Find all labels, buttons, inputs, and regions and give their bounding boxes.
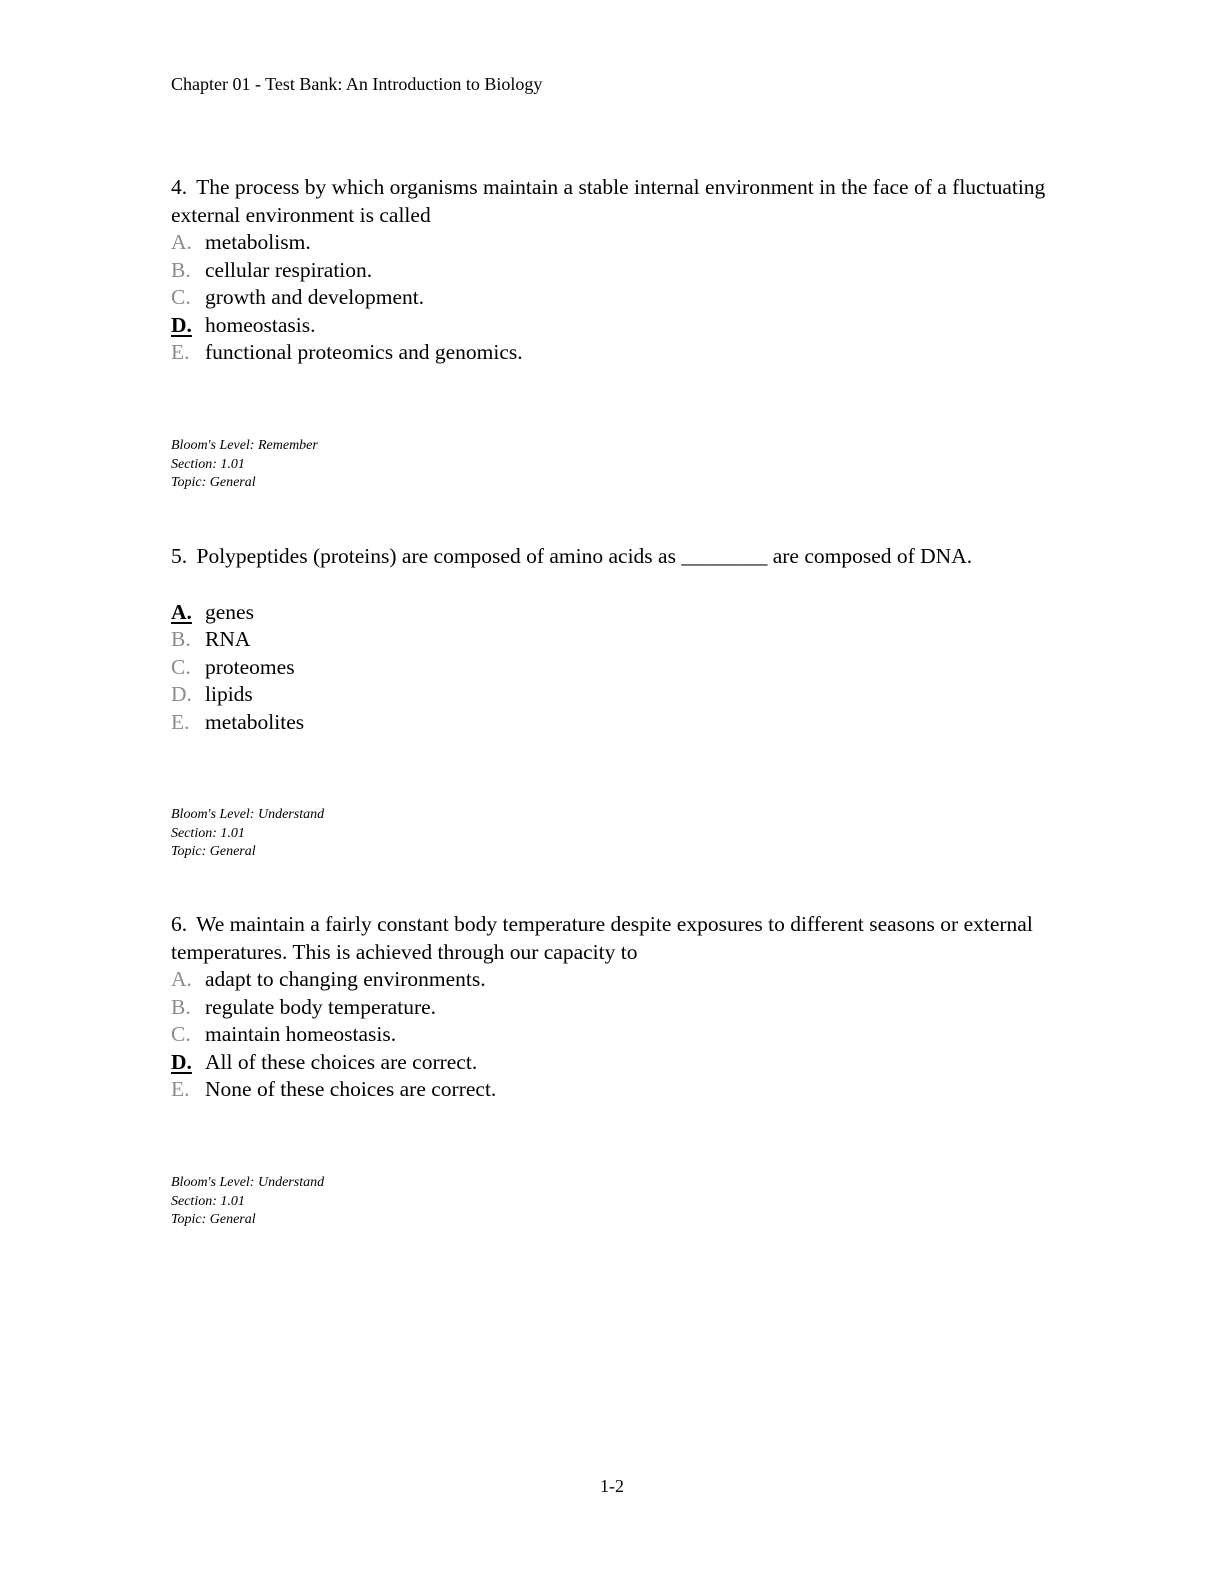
choice-letter: D. — [171, 682, 192, 706]
choice-letter: B. — [171, 994, 191, 1019]
choice-c — [171, 654, 1071, 682]
choice-a-correct — [171, 599, 1071, 627]
question-4-metadata — [171, 437, 318, 493]
choice-text: proteomes — [205, 654, 295, 679]
choice-c — [171, 284, 1071, 312]
page-number: 1-2 — [600, 1476, 624, 1496]
question-6 — [171, 911, 1071, 1104]
choice-letter: C. — [171, 285, 191, 309]
choice-d-correct — [171, 312, 1071, 340]
choice-letter: B. — [171, 627, 191, 651]
question-text: Polypeptides (proteins) are composed of amino acids as ________ are composed of DNA. — [196, 544, 973, 568]
choice-letter: C. — [171, 654, 191, 679]
choice-letter: A. — [171, 599, 192, 624]
choice-letter: E. — [171, 340, 190, 364]
choice-letter: A. — [171, 230, 192, 254]
choice-text: metabolism. — [205, 230, 311, 254]
choice-letter: C. — [171, 1022, 191, 1046]
question-number: 4. — [171, 175, 188, 199]
choice-letter: E. — [171, 1077, 190, 1101]
question-5-metadata — [171, 806, 324, 862]
answer-choices — [171, 229, 1071, 367]
topic-ref: Topic: General — [171, 475, 256, 490]
question-number: 6. — [171, 912, 188, 936]
question-5 — [171, 543, 1071, 736]
choice-text: metabolites — [205, 709, 305, 734]
question-stem — [171, 911, 1071, 966]
section-ref: Section: 1.01 — [171, 456, 245, 472]
choice-letter: D. — [171, 1049, 192, 1074]
choice-c — [171, 1021, 1071, 1049]
question-text: The process by which organisms maintain a stable internal environment in the face of a fluctuating external environment is called — [171, 175, 1046, 227]
blooms-level: Bloom's Level: Remember — [171, 438, 318, 453]
choice-text: maintain homeostasis. — [205, 1022, 397, 1046]
answer-choices — [171, 599, 1071, 737]
choice-text: All of these choices are correct. — [205, 1049, 478, 1074]
choice-d-correct — [171, 1049, 1071, 1077]
choice-text: regulate body temperature. — [205, 994, 437, 1019]
question-stem — [171, 543, 1071, 571]
choice-letter: A. — [171, 967, 192, 991]
choice-e — [171, 1076, 1071, 1104]
choice-e — [171, 339, 1071, 367]
choice-letter: D. — [171, 312, 192, 337]
question-text: We maintain a fairly constant body temperature despite exposures to different seasons or external temperatures. This is achieved through our capacity to — [171, 912, 1033, 964]
choice-text: genes — [205, 599, 254, 624]
topic-ref: Topic: General — [171, 1212, 256, 1227]
choice-text: functional proteomics and genomics. — [205, 340, 523, 364]
choice-text: adapt to changing environments. — [205, 967, 486, 991]
question-stem — [171, 174, 1071, 229]
blooms-level: Bloom's Level: Understand — [171, 1175, 325, 1190]
question-number: 5. — [171, 544, 188, 568]
choice-text: growth and development. — [205, 285, 425, 309]
blooms-level: Bloom's Level: Understand — [171, 807, 325, 822]
choice-a — [171, 229, 1071, 257]
choice-a — [171, 966, 1071, 994]
choice-text: cellular respiration. — [205, 257, 373, 282]
section-ref: Section: 1.01 — [171, 1193, 245, 1209]
answer-choices — [171, 966, 1071, 1104]
choice-d — [171, 681, 1071, 709]
choice-e — [171, 709, 1071, 737]
choice-letter: B. — [171, 257, 191, 282]
question-6-metadata — [171, 1174, 324, 1230]
choice-letter: E. — [171, 709, 190, 734]
choice-b — [171, 626, 1071, 654]
choice-text: lipids — [205, 682, 253, 706]
choice-b — [171, 994, 1071, 1022]
choice-b — [171, 257, 1071, 285]
choice-text: RNA — [205, 627, 251, 651]
page-header: Chapter 01 - Test Bank: An Introduction to Biology — [171, 74, 543, 94]
choice-text: None of these choices are correct. — [205, 1077, 497, 1101]
section-ref: Section: 1.01 — [171, 825, 245, 841]
topic-ref: Topic: General — [171, 844, 256, 859]
question-4 — [171, 174, 1071, 367]
choice-text: homeostasis. — [205, 312, 316, 337]
